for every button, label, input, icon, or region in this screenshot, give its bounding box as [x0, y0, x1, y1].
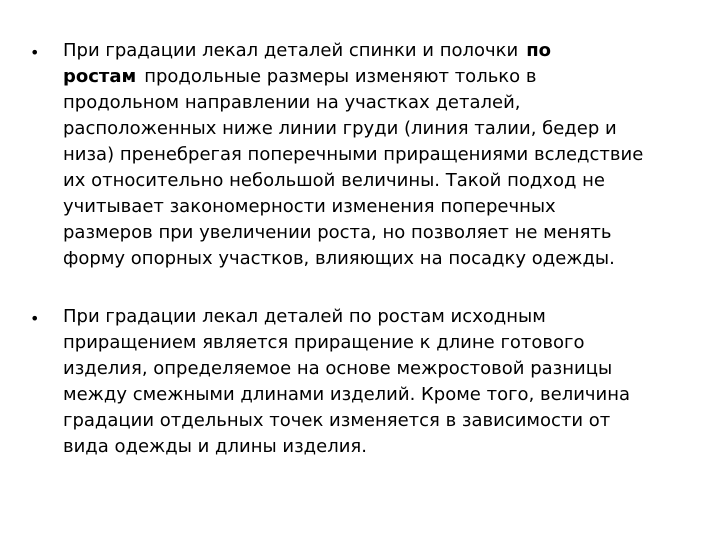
- bullet-1-line-9: форму опорных участков, влияющих на посадку одежды.: [63, 248, 615, 269]
- bullet-1-line-2-bold: ростам: [63, 66, 137, 87]
- bullet-1-line-1: [63, 38, 551, 64]
- bullet-2-line-5: градации отдельных точек изменяется в зависимости от: [63, 410, 611, 431]
- bullet-2-line-2: приращением является приращение к длине готового: [63, 332, 585, 353]
- bullet-1-line-1-text: При градации лекал деталей спинки и полочки: [63, 40, 519, 61]
- bullet-1-line-4: расположенных ниже линии груди (линия талии, бедер и: [63, 118, 617, 139]
- bullet-1-line-2: [63, 64, 537, 90]
- bullet-1-line-6: их относительно небольшой величины. Такой подход не: [63, 170, 605, 191]
- bullet-2-line-6: вида одежды и длины изделия.: [63, 436, 367, 457]
- bullet-2-line-3: изделия, определяемое на основе межростовой разницы: [63, 358, 613, 379]
- bullet-1-line-1-bold: по: [526, 40, 552, 61]
- bullet-2-line-1: При градации лекал деталей по ростам исходным: [63, 306, 546, 327]
- bullet-1-line-8: размеров при увеличении роста, но позволяет не менять: [63, 222, 612, 243]
- bullet-2-line-4: между смежными длинами изделий. Кроме того, величина: [63, 384, 631, 405]
- bullet-1-line-3: продольном направлении на участках деталей,: [63, 92, 521, 113]
- bullet-1-line-2-text: продольные размеры изменяют только в: [144, 66, 537, 87]
- bullet-marker-1: •: [30, 43, 40, 62]
- bullet-marker-2: •: [30, 309, 40, 328]
- bullet-1-line-5: низа) пренебрегая поперечными приращениями вследствие: [63, 144, 644, 165]
- bullet-1-line-7: учитывает закономерности изменения поперечных: [63, 196, 556, 217]
